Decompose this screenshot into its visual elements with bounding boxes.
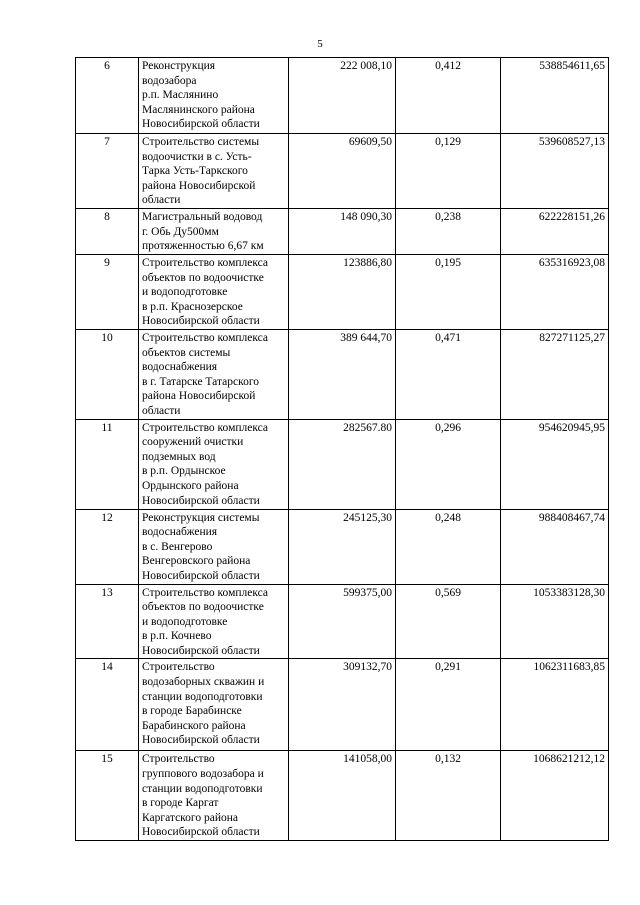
share-cell: 0,296 <box>396 419 501 509</box>
row-number-cell: 6 <box>76 58 139 134</box>
cost-cell: 222 008,10 <box>289 58 396 134</box>
row-number-cell: 10 <box>76 329 139 419</box>
row-number-cell: 13 <box>76 584 139 659</box>
share-cell: 0,238 <box>396 209 501 255</box>
table-row <box>76 419 609 509</box>
share-cell: 0,248 <box>396 509 501 584</box>
cumulative-total-cell: 1053383128,30 <box>501 584 609 659</box>
cumulative-total-cell: 1062311683,85 <box>501 659 609 751</box>
object-name-cell: Строительство системы водоочистки в с. Усть- Тарка Усть-Таркского района Новосибирской области <box>139 134 289 209</box>
share-cell: 0,412 <box>396 58 501 134</box>
object-name-cell: Строительство комплекса сооружений очистки подземных вод в р.п. Ордынское Ордынского района Новосибирской области <box>139 419 289 509</box>
cumulative-total-cell: 827271125,27 <box>501 329 609 419</box>
table-row <box>76 659 609 751</box>
share-cell: 0,129 <box>396 134 501 209</box>
cost-cell: 282567.80 <box>289 419 396 509</box>
cumulative-total-cell: 954620945,95 <box>501 419 609 509</box>
cumulative-total-cell: 622228151,26 <box>501 209 609 255</box>
object-name-cell: Строительство комплекса объектов системы водоснабжения в г. Татарске Татарского района Новосибирской области <box>139 329 289 419</box>
share-cell: 0,195 <box>396 255 501 330</box>
cost-cell: 141058,00 <box>289 751 396 841</box>
cost-cell: 123886,80 <box>289 255 396 330</box>
cost-cell: 599375,00 <box>289 584 396 659</box>
row-number-cell: 15 <box>76 751 139 841</box>
table-row <box>76 329 609 419</box>
share-cell: 0,569 <box>396 584 501 659</box>
row-number-cell: 7 <box>76 134 139 209</box>
table-row <box>76 255 609 330</box>
cost-cell: 245125,30 <box>289 509 396 584</box>
cost-cell: 389 644,70 <box>289 329 396 419</box>
table-row <box>76 509 609 584</box>
cost-cell: 148 090,30 <box>289 209 396 255</box>
table-row <box>76 209 609 255</box>
table-row <box>76 58 609 134</box>
share-cell: 0,291 <box>396 659 501 751</box>
cumulative-total-cell: 1068621212,12 <box>501 751 609 841</box>
table-row <box>76 134 609 209</box>
cost-cell: 309132,70 <box>289 659 396 751</box>
row-number-cell: 12 <box>76 509 139 584</box>
object-name-cell: Магистральный водовод г. Обь Ду500мм протяженностью 6,67 км <box>139 209 289 255</box>
row-number-cell: 11 <box>76 419 139 509</box>
share-cell: 0,471 <box>396 329 501 419</box>
data-table <box>75 57 609 841</box>
row-number-cell: 9 <box>76 255 139 330</box>
table-row <box>76 584 609 659</box>
object-name-cell: Реконструкция системы водоснабжения в с. Венгерово Венгеровского района Новосибирской области <box>139 509 289 584</box>
object-name-cell: Строительство группового водозабора и станции водоподготовки в городе Каргат Каргатского района Новосибирской области <box>139 751 289 841</box>
row-number-cell: 8 <box>76 209 139 255</box>
cumulative-total-cell: 538854611,65 <box>501 58 609 134</box>
cumulative-total-cell: 539608527,13 <box>501 134 609 209</box>
cost-cell: 69609,50 <box>289 134 396 209</box>
cumulative-total-cell: 635316923,08 <box>501 255 609 330</box>
table-row <box>76 751 609 841</box>
page-number: 5 <box>317 38 323 50</box>
row-number-cell: 14 <box>76 659 139 751</box>
object-name-cell: Строительство водозаборных скважин и станции водоподготовки в городе Барабинске Барабинского района Новосибирской области <box>139 659 289 751</box>
cumulative-total-cell: 988408467,74 <box>501 509 609 584</box>
share-cell: 0,132 <box>396 751 501 841</box>
object-name-cell: Строительство комплекса объектов по водоочистке и водоподготовке в р.п. Кочнево Новосибирской области <box>139 584 289 659</box>
object-name-cell: Реконструкция водозабора р.п. Маслянино Маслянинского района Новосибирской области <box>139 58 289 134</box>
object-name-cell: Строительство комплекса объектов по водоочистке и водоподготовке в р.п. Краснозерское Новосибирской области <box>139 255 289 330</box>
